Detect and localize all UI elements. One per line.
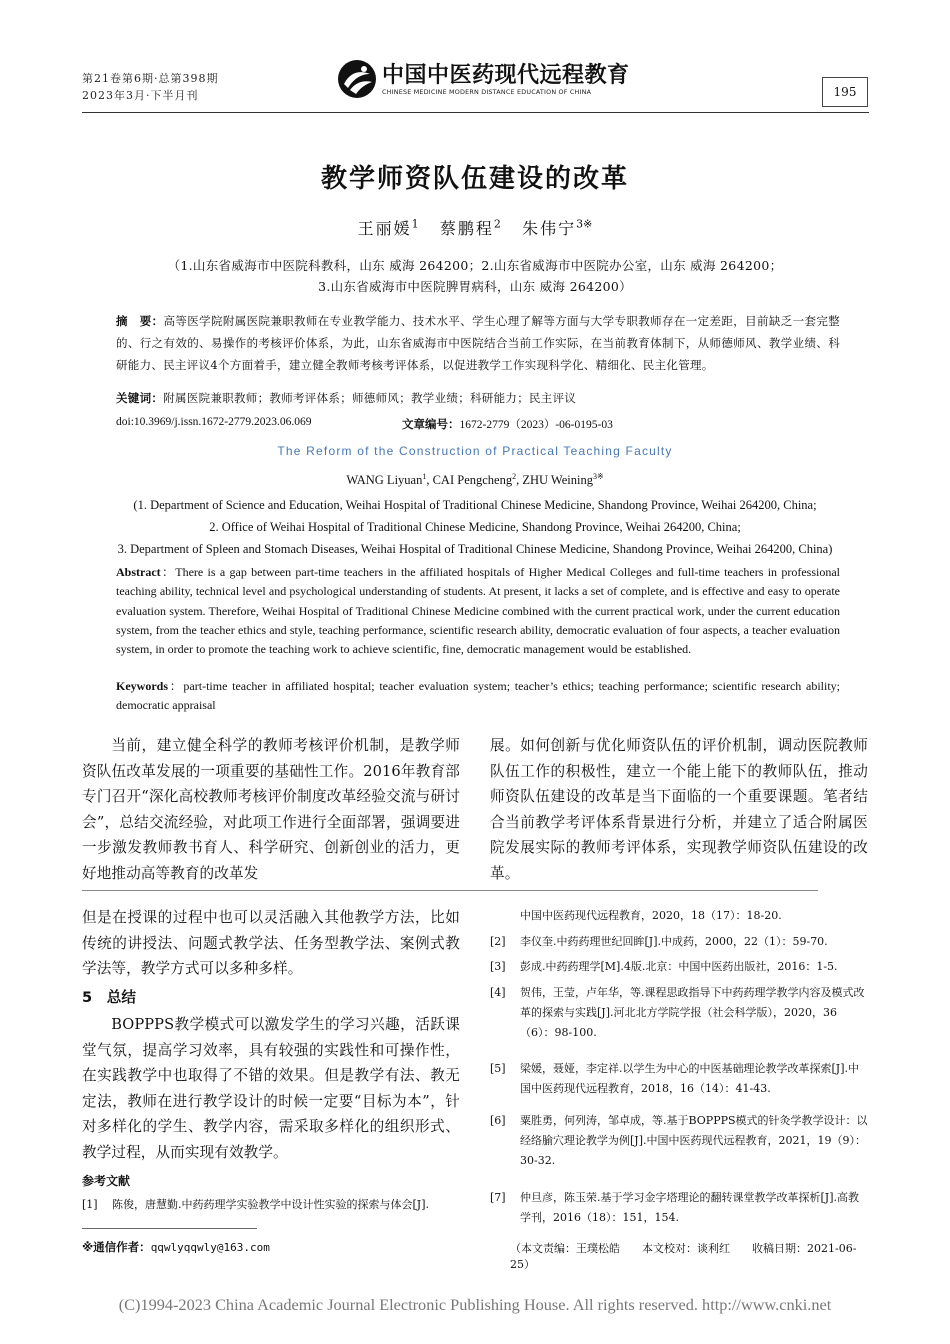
affiliation-cn-2: 3.山东省威海市中医院脾胃病科，山东 威海 264200） <box>318 279 632 294</box>
reference-number: [4] <box>490 986 506 999</box>
footnote-divider <box>82 1228 257 1229</box>
reference-item <box>490 932 868 954</box>
abstract-cn-text: 高等医学院附属医院兼职教师在专业教学能力、技术水平、学生心理了解等方面与大学专职教师存在一定差距，目前缺乏一套完整的、行之有效的、易操作的考核评价体系，为此，山东省威海市中医院结合当前工作实际，在当前教育体制下，从师德师风、教学业绩、科研能力、民主评议4个方面着手，建立健全教师考核考评体系，以促进教学工作实现科学化、精细化、民主化管理。 <box>116 314 840 372</box>
author-name: 王丽媛 <box>357 219 412 238</box>
keywords-cn-label: 关键词： <box>116 391 164 405</box>
reference-item <box>82 1195 460 1217</box>
reference-continued <box>490 906 868 928</box>
abstract-en-label: Abstract <box>116 565 161 579</box>
author-sup: 3※ <box>576 217 593 231</box>
issue-line-1: 第21卷第6期·总第398期 <box>82 72 219 85</box>
corresponding-author-email: qqwlyqqwly@163.com <box>150 1241 270 1254</box>
author-separator: , <box>516 473 523 488</box>
reference-number: [6] <box>490 1114 506 1127</box>
section-divider <box>82 890 818 891</box>
journal-name-cn: 中国中医药现代远程教育 <box>382 63 630 88</box>
doi: doi:10.3969/j.issn.1672-2779.2023.06.069 <box>116 416 312 428</box>
issue-line-2: 2023年3月·下半月刊 <box>82 89 199 102</box>
author-sup-en: 2 <box>512 472 517 481</box>
reference-number: [7] <box>490 1191 506 1204</box>
corresponding-author-label: ※通信作者： <box>82 1240 151 1254</box>
reference-text: 中国中医药现代远程教育，2020，18（17）：18-20. <box>520 909 782 922</box>
author-name: 朱伟宁 <box>522 219 577 238</box>
affiliation-en-3: 3. Department of Spleen and Stomach Diseases, Weihai Hospital of Traditional Chinese Medicine, Shandong Province, Weihai 264200, China) <box>117 542 833 556</box>
abstract-en <box>116 563 840 659</box>
affiliation-en-1: (1. Department of Science and Education, Weihai Hospital of Traditional Chinese Medicine, Shandong Province, Weihai 264200, China; <box>133 498 817 512</box>
author-separator: , <box>426 473 433 488</box>
author-sup: 2 <box>493 217 501 231</box>
author-list-en <box>0 472 950 488</box>
references-heading: 参考文献 <box>82 1174 131 1188</box>
author-list <box>0 216 950 239</box>
reference-text: 贺伟，王莹，卢年华，等.课程思政指导下中药药理学教学内容及模式改革的探索与实践[J].河北北方学院学报（社会科学版），2020，36（6）：98-100. <box>520 986 865 1039</box>
reference-text: 彭成.中药药理学[M].4版.北京：中国中医药出版社，2016：1-5. <box>520 960 838 973</box>
reference-text: 仲旦彦，陈玉荣.基于学习金字塔理论的翻转课堂教学改革探析[J].高教学刊，2016（18）：151，154. <box>520 1191 859 1224</box>
reference-item <box>490 1111 868 1177</box>
reference-text: 李仪奎.中药药理世纪回眸[J].中成药，2000，22（1）：59-70. <box>520 935 828 948</box>
reference-item <box>490 1059 868 1103</box>
copyright-footer: (C)1994-2023 China Academic Journal Electronic Publishing House. All rights reserved. http://www.cnki.net <box>118 1295 832 1314</box>
reference-number: [3] <box>490 960 506 973</box>
reference-item <box>490 983 868 1049</box>
affiliation-en-2: 2. Office of Weihai Hospital of Traditional Chinese Medicine, Shandong Province, Weihai 264200, China; <box>209 520 741 534</box>
issue-info <box>82 70 219 104</box>
keywords-cn <box>116 390 840 406</box>
affiliation-cn-1: （1.山东省威海市中医院科教科，山东 威海 264200；2.山东省威海市中医院办公室，山东 威海 264200； <box>167 258 783 273</box>
abstract-cn-label: 摘 要： <box>116 314 164 328</box>
section-5-text: BOPPPS教学模式可以激发学生的学习兴趣，活跃课堂气氛，提高学习效率，具有较强的实践性和可操作性，在实践教学中也取得了不错的效果。但是教学有法、教无定法，教师在进行教学设计的时候一定要“目标为本”，针对多样化的学生、教学内容，需采取多样化的组织形式、教学过程，从而实现有效教学。 <box>82 1016 460 1161</box>
article-title: 教学师资队伍建设的改革 <box>320 164 629 194</box>
abstract-cn <box>116 310 840 376</box>
reference-text: 粟胜勇，何列涛，邹卓成，等.基于BOPPPS模式的针灸学教学设计：以经络腧穴理论教学为例[J].中国中医药现代远程教育，2021，19（9）：30-32. <box>520 1114 868 1167</box>
reference-text: 梁媛，聂娅，李定祥.以学生为中心的中医基础理论教学改革探索[J].中国中医药现代远程教育，2018，16（14）：41-43. <box>520 1062 859 1095</box>
author-name-en: ZHU Weining <box>522 473 593 488</box>
reference-item <box>490 1188 868 1232</box>
keywords-cn-text: 附属医院兼职教师；教师考评体系；师德师风；教学业绩；科研能力；民主评议 <box>163 391 577 405</box>
keywords-en-label: Keywords <box>116 679 168 693</box>
doi-row <box>116 416 840 431</box>
journal-name-en: CHINESE MEDICINE MODERN DISTANCE EDUCATION OF CHINA <box>382 88 592 96</box>
reference-number: [5] <box>490 1062 506 1075</box>
header-divider <box>82 112 869 113</box>
article-number-label: 文章编号： <box>402 417 460 431</box>
reference-item <box>490 957 868 979</box>
reference-number: [1] <box>82 1198 98 1211</box>
keywords-en-text: ：part-time teacher in affiliated hospital; teacher evaluation system; teacher’s ethics; teaching performance; scientific research ability; democratic appraisal <box>116 679 840 713</box>
journal-logo <box>336 58 636 102</box>
author-sup-en: 1 <box>422 472 427 481</box>
author-name-en: CAI Pengcheng <box>432 473 513 488</box>
keywords-en <box>116 677 840 716</box>
reference-number: [2] <box>490 935 506 948</box>
reference-text: 陈俊，唐慧勤.中药药理学实验教学中设计性实验的探索与体会[J]. <box>112 1198 429 1211</box>
page-number: 195 <box>822 77 868 107</box>
abstract-en-text: ：There is a gap between part-time teachers in the affiliated hospitals of Higher Medical Colleges and full-time teachers in professional teaching ability, technical level and psychological understanding of students. At present, it lacks a set of complete, and is effective and easy to operate evaluation system. Therefore, Weihai Hospital of Traditional Chinese Medicine combined with the current practical work, under the current education system, from the teacher ethics and style, teaching performance, scientific research ability, democratic evaluation of four aspects, a teacher evaluation system, in order to promote the teaching work to achieve scientific, fine, democratic management would be established. <box>116 565 840 657</box>
author-sup-en: 3※ <box>592 472 604 481</box>
section-5-heading: 5 总结 <box>82 989 136 1006</box>
editor-info: （本文责编：王璞松皓 本文校对：谈利红 收稿日期：2021-06-25） <box>510 1242 857 1271</box>
continued-paragraph: 但是在授课的过程中也可以灵活融入其他教学方法，比如传统的讲授法、问题式教学法、任务型教学法、案例式教学法等，教学方式可以多种多样。 <box>82 909 460 977</box>
corresponding-author <box>82 1239 270 1255</box>
author-sup: 1 <box>411 217 419 231</box>
author-name-en: WANG Liyuan <box>346 473 423 488</box>
intro-paragraph-left: 当前，建立健全科学的教师考核评价机制，是教学师资队伍改革发展的一项重要的基础性工作。2016年教育部专门召开“深化高校教师考核评价制度改革经验交流与研讨会”，总结交流经验，对此项工作进行全面部署，强调要进一步激发教师教书育人、科学研究、创新创业的活力，更好地推动高等教育的改革发 <box>82 737 460 882</box>
journal-emblem-icon <box>336 58 378 100</box>
intro-paragraph-right: 展。如何创新与优化师资队伍的评价机制，调动医院教师队伍工作的积极性，建立一个能上能下的教师队伍，推动师资队伍建设的改革是当下面临的一个重要课题。笔者结合当前教学考评体系背景进行分析，并建立了适合附属医院发展实际的教师考评体系，实现教学师资队伍建设的改革。 <box>490 737 868 882</box>
article-title-en: The Reform of the Construction of Practical Teaching Faculty <box>277 444 673 458</box>
author-name: 蔡鹏程 <box>439 219 494 238</box>
article-number: 1672-2779（2023）-06-0195-03 <box>459 419 613 431</box>
